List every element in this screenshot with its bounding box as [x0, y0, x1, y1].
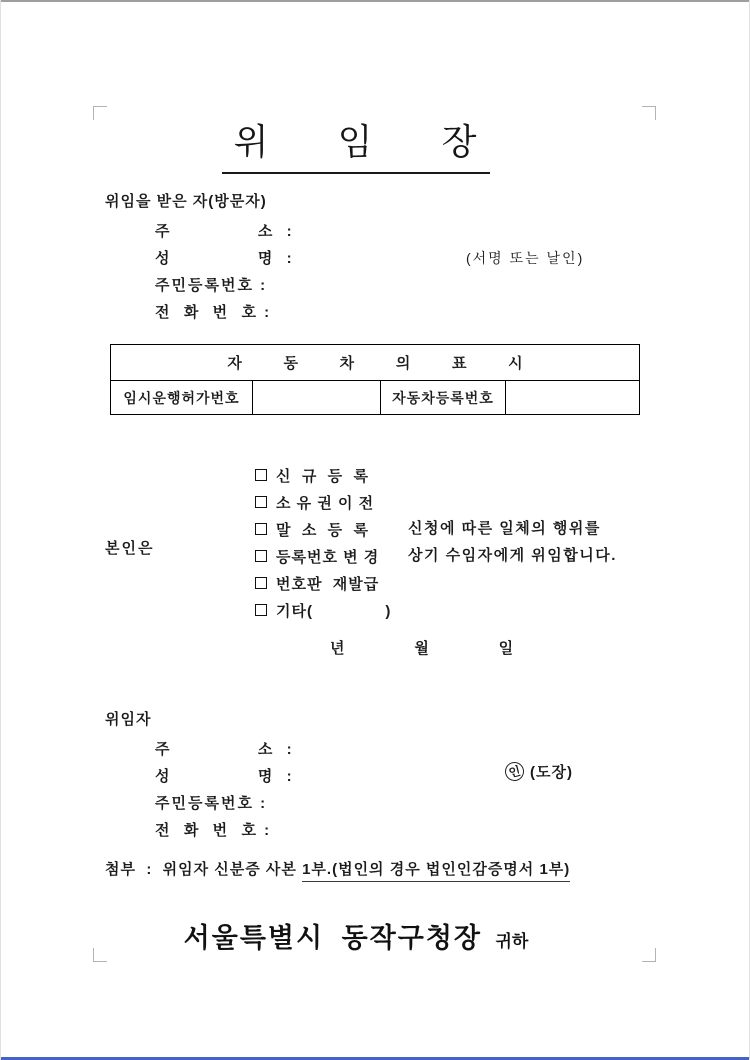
delegator-section-heading: 위임자 [105, 711, 152, 728]
vehicle-table-header [111, 345, 639, 381]
temp-permit-label: 임시운행허가번호 [123, 389, 240, 406]
vehicle-table-row [111, 381, 639, 414]
checkbox-icon [255, 469, 267, 481]
title-wrap [0, 114, 712, 174]
option-new-registration [255, 467, 369, 483]
checkbox-icon [255, 496, 267, 508]
checkbox-label: 등록번호 변 경 [276, 548, 380, 566]
delegation-statement-line1: 신청에 따른 일체의 행위를 [408, 520, 601, 537]
honorific: 귀하 [495, 932, 529, 951]
reg-number-label: 자동차등록번호 [392, 389, 494, 406]
recipient-field-label-name: 성 명 : [155, 250, 294, 267]
option-deregistration [255, 521, 369, 537]
document-title: 위 임 장 [222, 114, 491, 174]
checkbox-icon [255, 604, 267, 616]
seal-area [505, 761, 573, 782]
recipient-field-label-address: 주 소 : [155, 223, 294, 240]
vehicle-table-title: 자 동 차 의 표 시 [227, 355, 523, 372]
page-edge-top [0, 0, 750, 2]
checkbox-label: 기타( ) [276, 602, 392, 620]
recipient-field-label-phone: 전 화 번 호 : [155, 304, 272, 321]
attachment-prefix: 첨부 : 위임자 신분증 사본 [105, 861, 303, 878]
cell-reg-number-label [381, 381, 506, 414]
checkbox-icon [255, 577, 267, 589]
option-regnumber-change [255, 548, 379, 564]
cell-temp-permit-label [111, 381, 253, 414]
cell-temp-permit-value [253, 381, 381, 414]
delegator-field-label-resident-id: 주민등록번호 : [155, 795, 268, 812]
checkbox-label: 말 소 등 록 [276, 521, 369, 539]
checkbox-icon [255, 550, 267, 562]
cell-reg-number-value [506, 381, 639, 414]
checkbox-icon [255, 523, 267, 535]
signature-note: (서명 또는 날인) [466, 250, 585, 266]
delegator-subject: 본인은 [105, 540, 155, 557]
option-plate-reissue [255, 575, 379, 591]
delegator-field-label-name: 성 명 : [155, 768, 294, 785]
delegation-statement-line2: 상기 수임자에게 위임합니다. [408, 547, 617, 564]
addressee: 서울특별시 동작구청장 [183, 923, 482, 953]
delegator-field-label-phone: 전 화 번 호 : [155, 822, 272, 839]
option-other [255, 602, 391, 618]
checkbox-label: 신 규 등 록 [276, 467, 369, 485]
checkbox-label: 소 유 권 이 전 [276, 494, 375, 512]
seal-note: (도장) [530, 764, 573, 781]
seal-icon [503, 760, 526, 783]
date-line: 년 월 일 [330, 640, 516, 657]
checkbox-label: 번호판 재발급 [276, 575, 380, 593]
vehicle-table [110, 344, 640, 415]
option-ownership-transfer [255, 494, 374, 510]
footer [0, 916, 712, 955]
recipient-section-heading: 위임을 받은 자(방문자) [105, 193, 267, 210]
seal-char: 인 [507, 763, 522, 781]
attachment-underlined: 1부.(법인의 경우 법인인감증명서 1부) [302, 861, 570, 882]
attachment-note [105, 858, 570, 879]
recipient-field-label-resident-id: 주민등록번호 : [155, 277, 268, 294]
delegator-field-label-address: 주 소 : [155, 741, 294, 758]
